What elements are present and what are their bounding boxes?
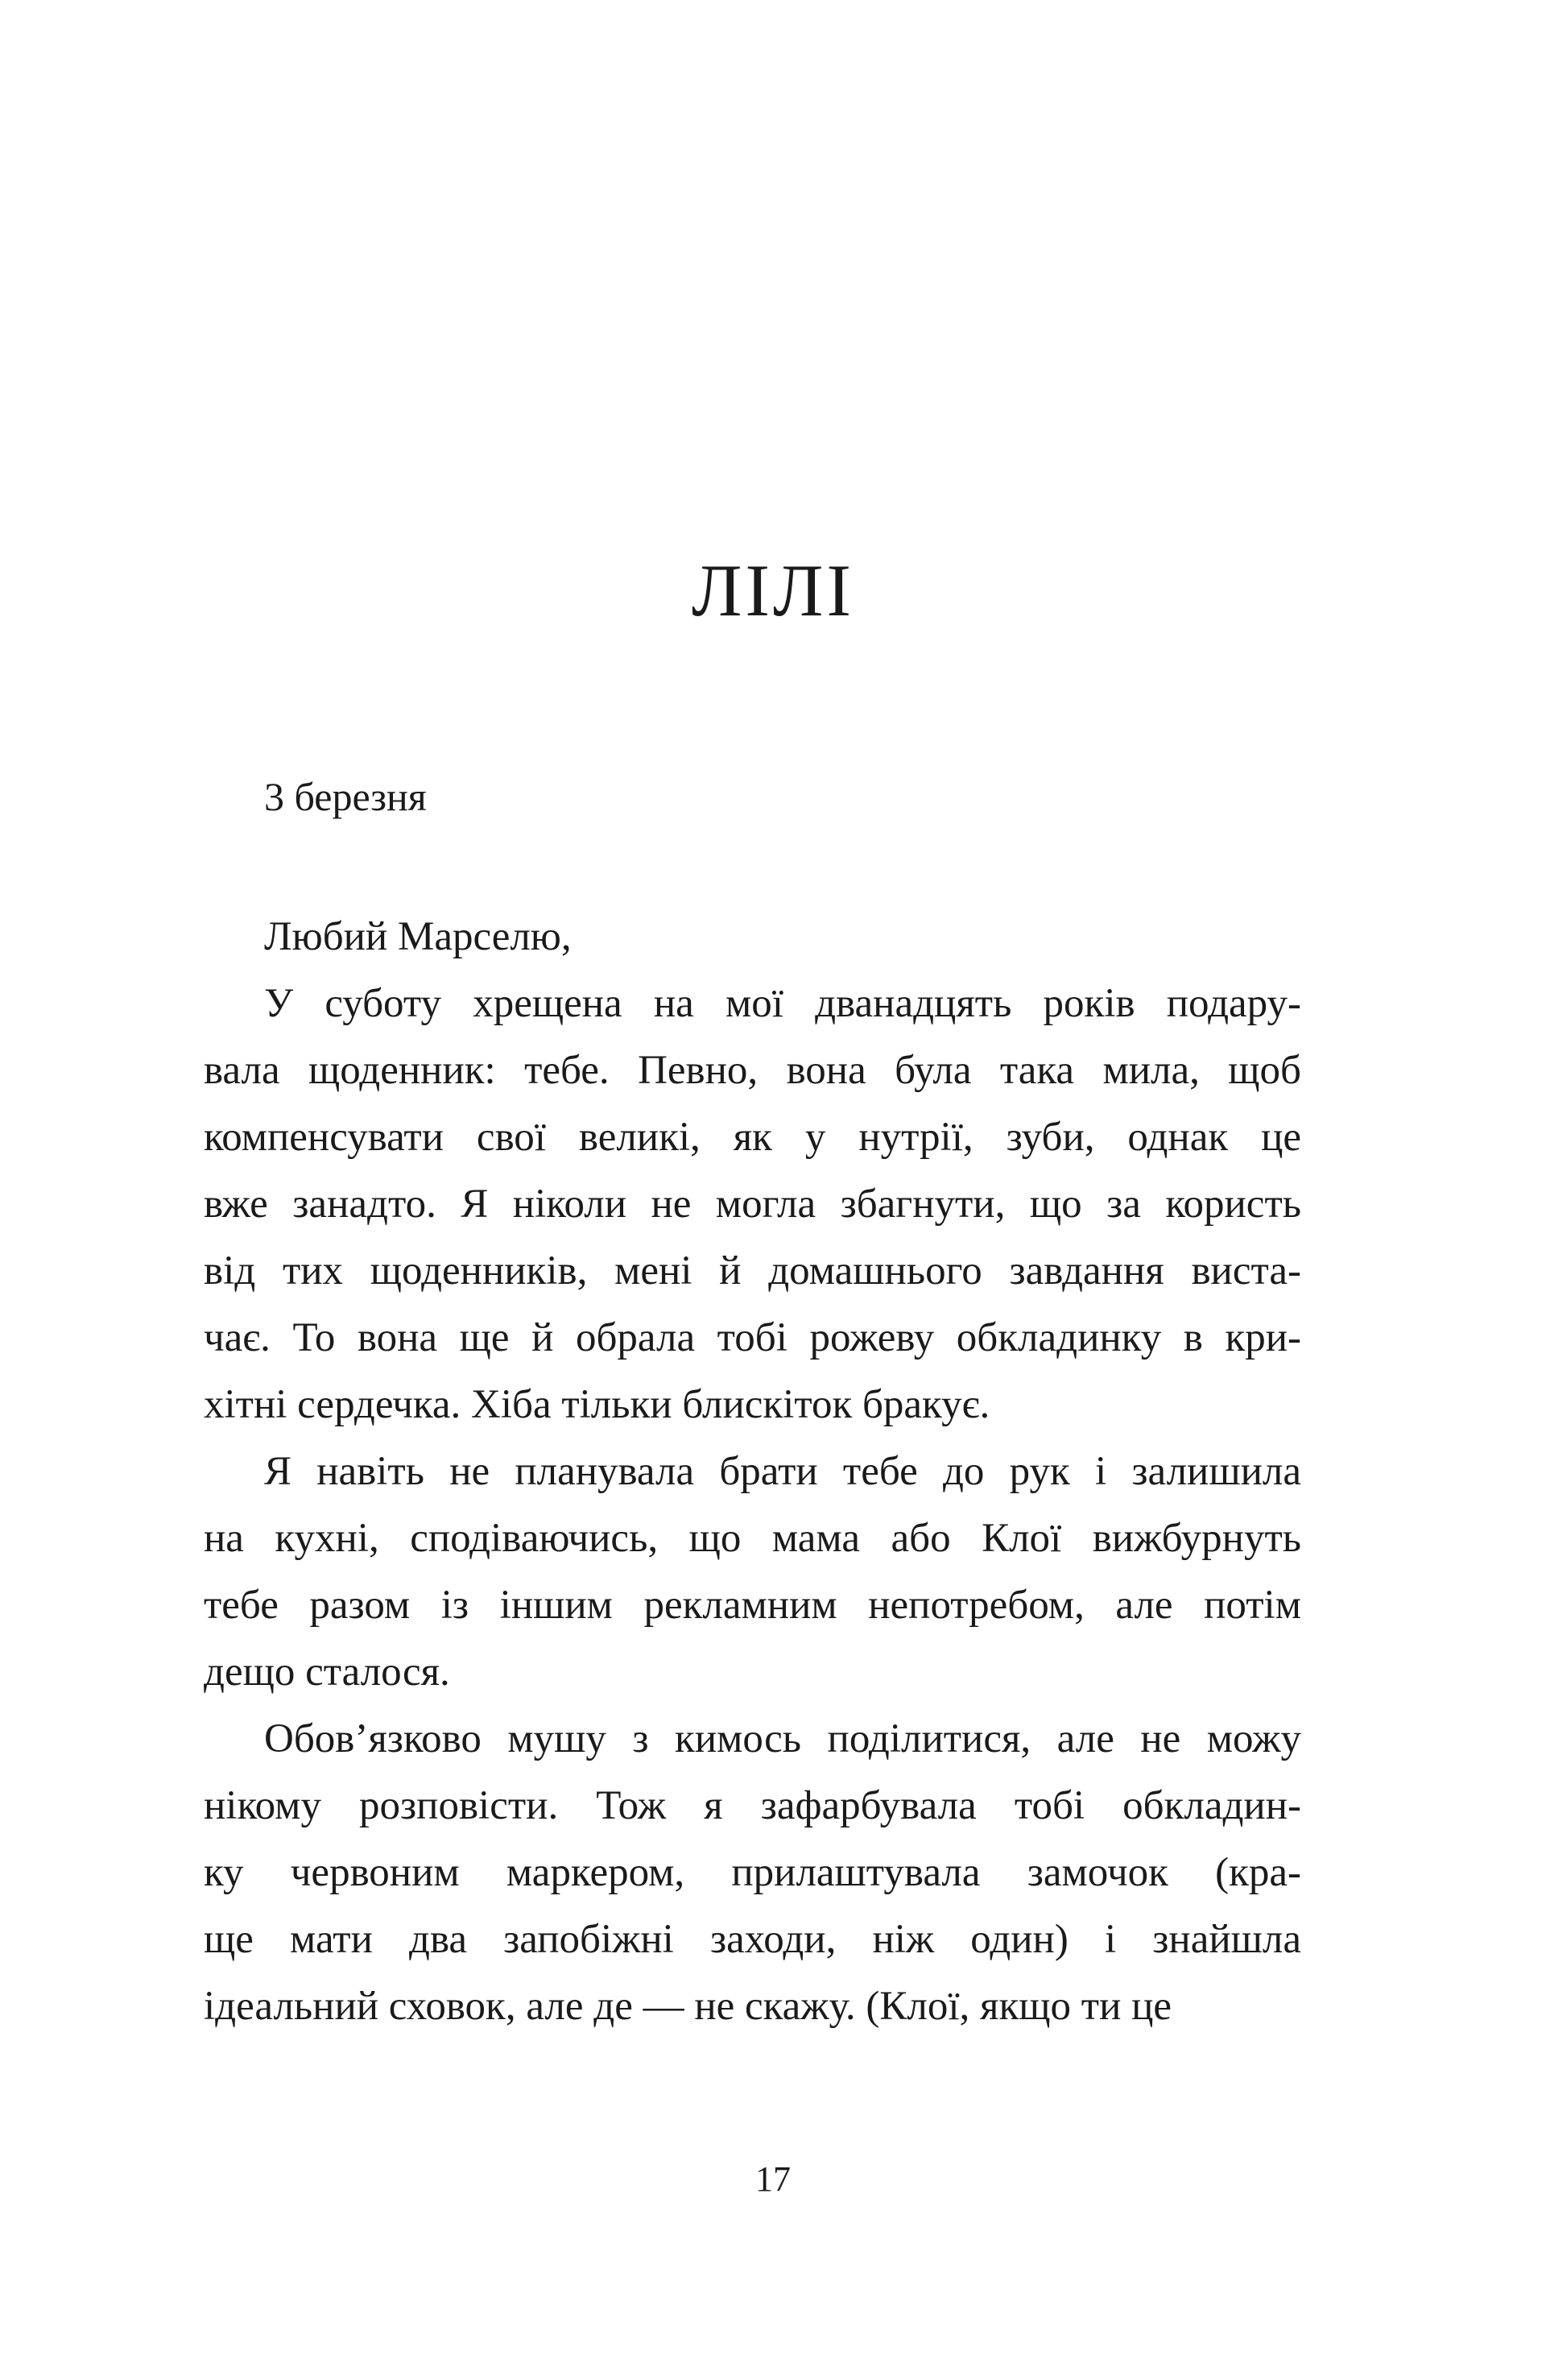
text-line: від тих щоденників, мені й домашнього завдання виста- xyxy=(204,1248,1301,1293)
text-line: вже занадто. Я ніколи не могла збагнути, що за користь xyxy=(204,1182,1301,1227)
paragraph xyxy=(204,1706,1301,2040)
text-line: чає. То вона ще й обрала тобі рожеву обкладинку в кри- xyxy=(204,1315,1301,1360)
page-number: 17 xyxy=(755,2159,791,2199)
text-line: компенсувати свої великі, як у нутрії, зуби, однак це xyxy=(204,1115,1301,1160)
body-text xyxy=(204,904,1301,2040)
paragraph xyxy=(204,971,1301,1438)
text-line: на кухні, сподіваючись, що мама або Клої вижбурнуть xyxy=(204,1516,1301,1561)
text-line: тебе разом із іншим рекламним непотребом, але потім xyxy=(204,1583,1301,1628)
chapter-title: ЛІЛІ xyxy=(691,549,855,631)
text-line: Я навіть не планувала брати тебе до рук і залишила xyxy=(264,1449,1301,1494)
text-line: вала щоденник: тебе. Певно, вона була така мила, щоб xyxy=(204,1048,1301,1093)
paragraph xyxy=(204,904,1301,971)
entry-date: 3 березня xyxy=(264,774,427,819)
paragraph xyxy=(204,1438,1301,1706)
text-line: ще мати два запобіжні заходи, ніж один) і знайшла xyxy=(204,1917,1301,1962)
text-line: нікому розповісти. Тож я зафарбувала тобі обкладин- xyxy=(204,1783,1301,1828)
text-line: У суботу хрещена на мої дванадцять років подару- xyxy=(264,981,1301,1026)
text-line: ідеальний сховок, але де — не скажу. (Клої, якщо ти це xyxy=(204,1984,1172,2029)
text-line: хітні сердечка. Хіба тільки блискіток бракує. xyxy=(204,1382,990,1427)
text-line: Любий Марселю, xyxy=(264,914,572,959)
text-line: ку червоним маркером, прилаштувала замочок (кра- xyxy=(204,1850,1301,1895)
text-line: Обов’язково мушу з кимось поділитися, але не можу xyxy=(264,1716,1301,1761)
text-line: дещо сталося. xyxy=(204,1649,450,1695)
